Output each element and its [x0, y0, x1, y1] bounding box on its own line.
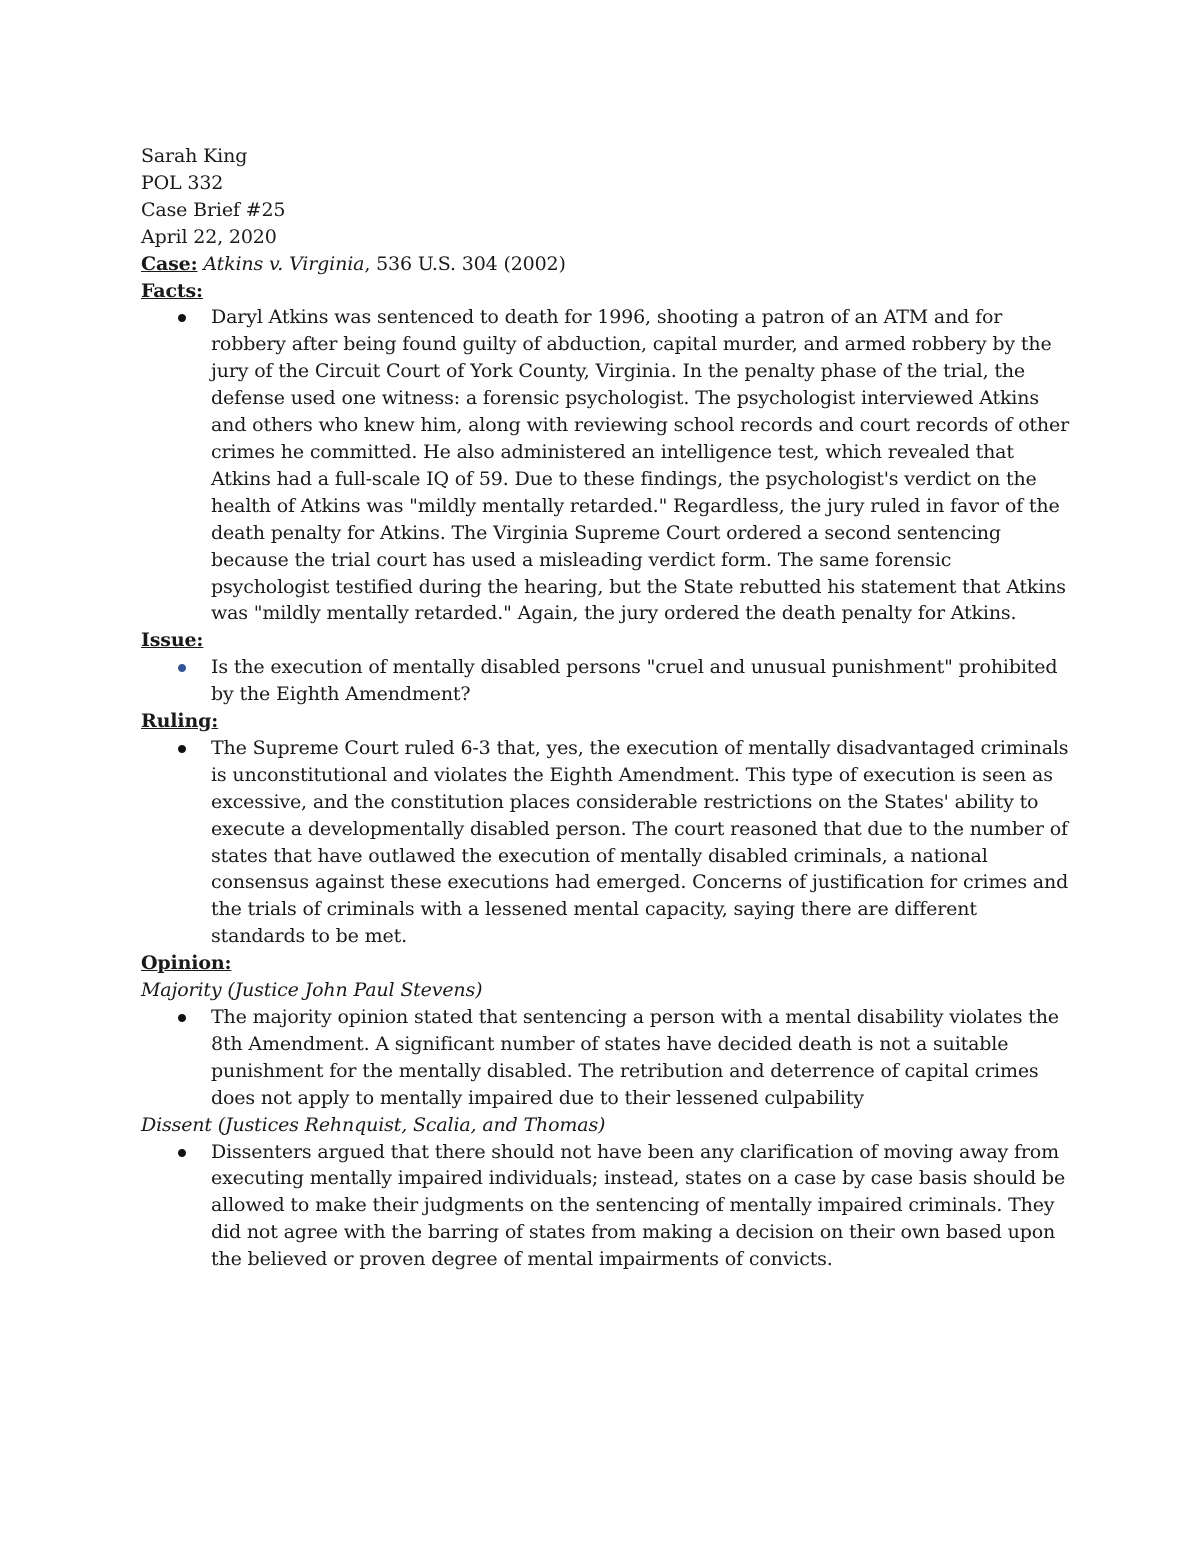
list-item: [141, 304, 1071, 627]
dissent-heading: Dissent (Justices Rehnquist, Scalia, and Thomas): [141, 1113, 606, 1136]
ruling-section: [141, 708, 1071, 950]
case-citation: , 536 U.S. 304 (2002): [364, 252, 566, 275]
document-page: [141, 143, 1071, 1273]
case-name: Atkins v. Virginia: [203, 252, 365, 275]
opinion-heading: Opinion:: [141, 952, 232, 975]
facts-heading: Facts:: [141, 279, 203, 302]
facts-text: Daryl Atkins was sentenced to death for 1996, shooting a patron of an ATM and for robbery after being found guilty of abduction, capital murder, and armed robbery by the jury of the Circuit Court of York County, Virginia. In the penalty phase of the trial, the defense used one witness: a forensic psychologist. The psychologist interviewed Atkins and others who knew him, along with reviewing school records and court records of other crimes he committed. He also administered an intelligence test, which revealed that Atkins had a full-scale IQ of 59. Due to these findings, the psychologist's verdict on the health of Atkins was "mildly mentally retarded." Regardless, the jury ruled in favor of the death penalty for Atkins. The Virginia Supreme Court ordered a second sentencing because the trial court has used a misleading verdict form. The same forensic psychologist testified during the hearing, but the State rebutted his statement that Atkins was "mildly mentally retarded." Again, the jury ordered the death penalty for Atkins.: [211, 306, 1070, 625]
dissent-list: [141, 1139, 1071, 1274]
document-date: April 22, 2020: [141, 225, 277, 248]
course-code: POL 332: [141, 171, 224, 194]
list-item: [141, 1004, 1071, 1112]
bullet-icon: [178, 1149, 186, 1157]
ruling-list: [141, 735, 1071, 950]
majority-text: The majority opinion stated that sentencing a person with a mental disability violates the 8th Amendment. A significant number of states have decided death is not a suitable punishment for the mentally disabled. The retribution and deterrence of capital crimes does not apply to mentally impaired due to their lessened culpability: [211, 1006, 1059, 1109]
issue-heading: Issue:: [141, 629, 204, 652]
opinion-section: [141, 950, 1071, 1273]
case-label: Case:: [141, 252, 198, 275]
ruling-text: The Supreme Court ruled 6-3 that, yes, the execution of mentally disadvantaged criminals is unconstitutional and violates the Eighth Amendment. This type of execution is seen as excessive, and the constitution places considerable restrictions on the States' ability to execute a developmentally disabled person. The court reasoned that due to the number of states that have outlawed the execution of mentally disabled criminals, a national consensus against these executions had emerged. Concerns of justification for crimes and the trials of criminals with a lessened mental capacity, saying there are different standards to be met.: [211, 736, 1069, 948]
facts-section: [141, 278, 1071, 628]
majority-heading: Majority (Justice John Paul Stevens): [141, 979, 483, 1002]
issue-section: [141, 627, 1071, 708]
list-item: [141, 1139, 1071, 1274]
list-item: [141, 654, 1071, 708]
bullet-icon: [178, 745, 186, 753]
list-item: [141, 735, 1071, 950]
bullet-icon: [178, 1014, 186, 1022]
issue-text: Is the execution of mentally disabled persons "cruel and unusual punishment" prohibited by the Eighth Amendment?: [211, 656, 1058, 706]
ruling-heading: Ruling:: [141, 710, 219, 733]
bullet-icon: [178, 664, 186, 672]
majority-list: [141, 1004, 1071, 1112]
bullet-icon: [178, 314, 186, 322]
dissent-text: Dissenters argued that there should not have been any clarification of moving away from executing mentally impaired individuals; instead, states on a case by case basis should be allowed to make their judgments on the sentencing of mentally impaired criminals. They did not agree with the barring of states from making a decision on their own based upon the believed or proven degree of mental impairments of convicts.: [211, 1140, 1066, 1271]
case-line: [141, 251, 1071, 278]
facts-list: [141, 304, 1071, 627]
assignment-title: Case Brief #25: [141, 198, 286, 221]
issue-list: [141, 654, 1071, 708]
student-name: Sarah King: [141, 145, 248, 167]
